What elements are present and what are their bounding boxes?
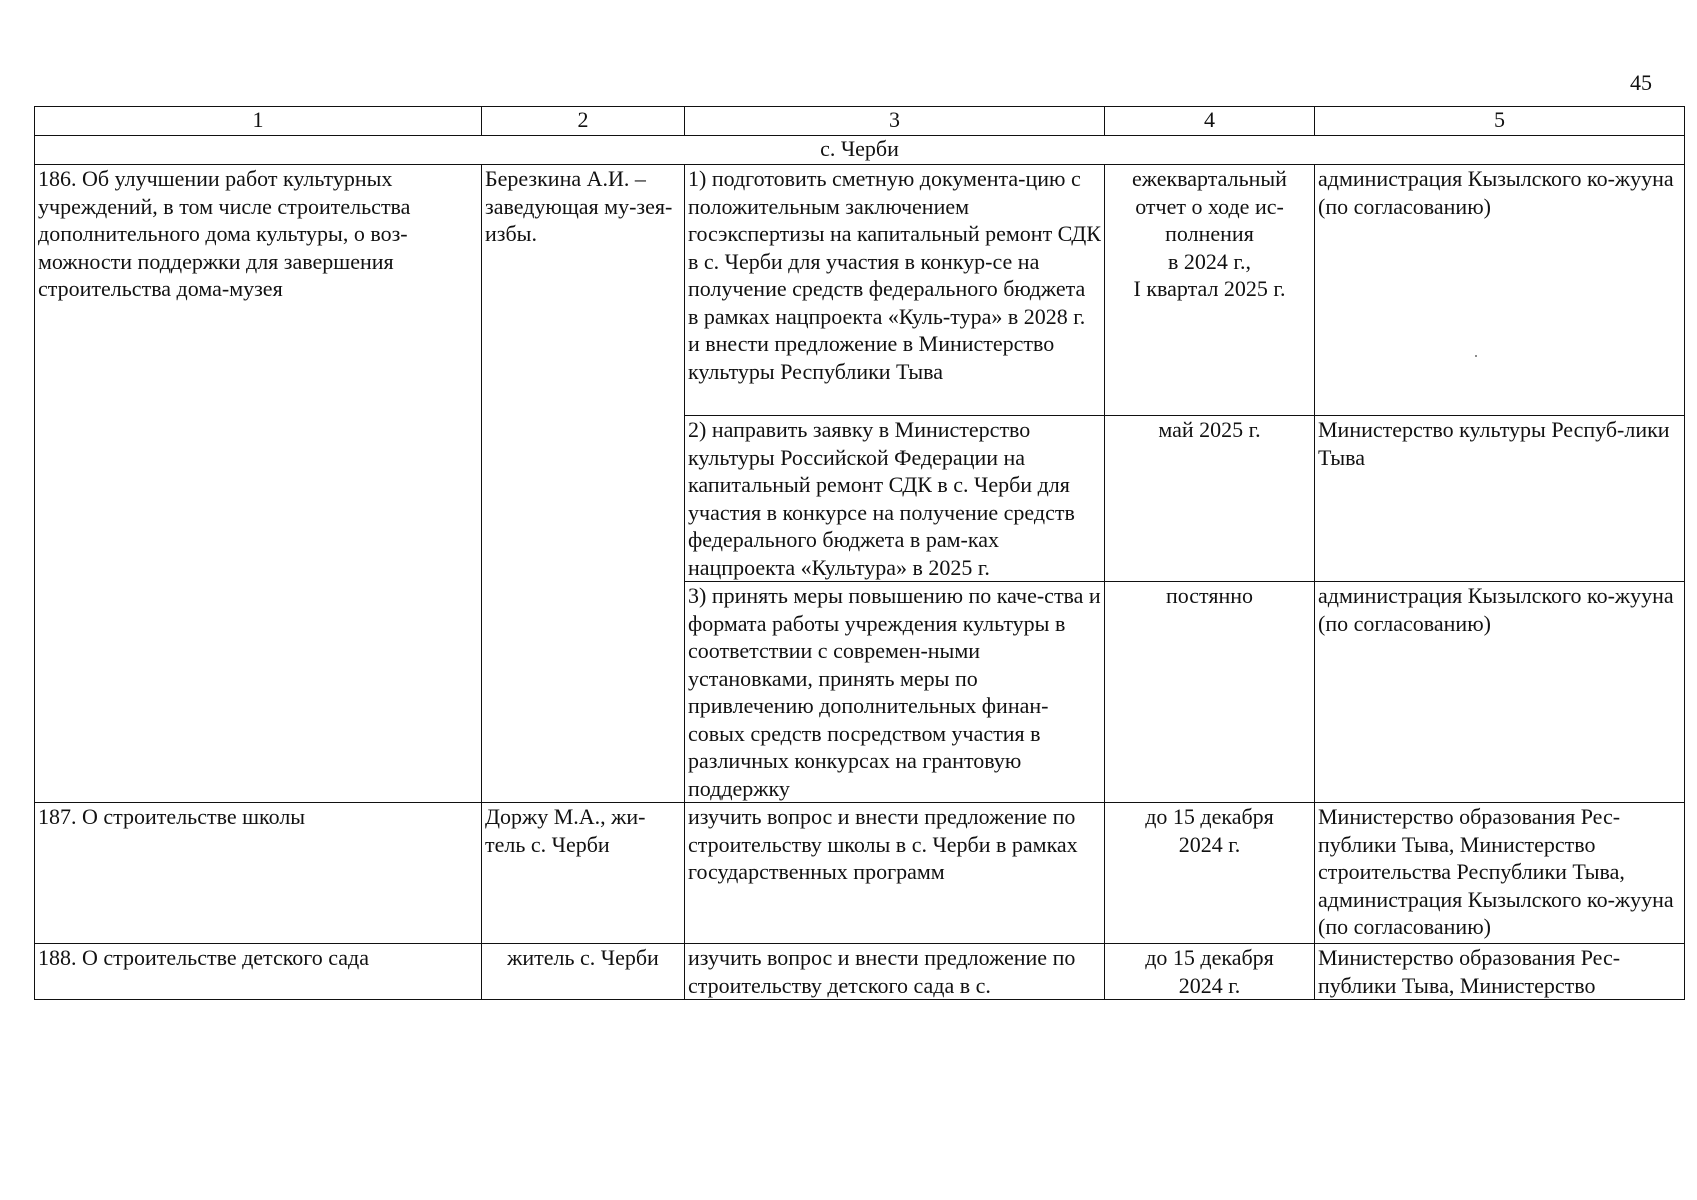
- topic-cell: 188. О строительстве детского сада: [35, 944, 482, 1000]
- responsible-cell: администрация Кызылского ко-жууна (по согласованию): [1315, 582, 1685, 803]
- column-number: 4: [1105, 107, 1315, 136]
- author-cell: Березкина А.И. – заведующая му-зея-избы.: [482, 165, 685, 803]
- responsible-cell: Министерство культуры Респуб-лики Тыва: [1315, 416, 1685, 582]
- action-cell: изучить вопрос и внести предложение по строительству детского сада в с.: [685, 944, 1105, 1000]
- column-number: 1: [35, 107, 482, 136]
- table-row: [35, 165, 1685, 416]
- deadline-cell: май 2025 г.: [1105, 416, 1315, 582]
- table-row: [35, 944, 1685, 1000]
- page-number: 45: [1630, 70, 1652, 95]
- action-cell: 2) направить заявку в Министерство культуры Российской Федерации на капитальный ремонт СДК в с. Черби для участия в конкурсе на получение средств федерального бюджета в рам-ках нацпроекта «Культура» в 2025 г.: [685, 416, 1105, 582]
- column-number: 2: [482, 107, 685, 136]
- section-title: с. Черби: [35, 136, 1685, 165]
- table-row: [35, 803, 1685, 944]
- action-cell: изучить вопрос и внести предложение по строительству школы в с. Черби в рамках государственных программ: [685, 803, 1105, 944]
- topic-cell: 187. О строительстве школы: [35, 803, 482, 944]
- deadline-cell: постянно: [1105, 582, 1315, 803]
- column-number: 5: [1315, 107, 1685, 136]
- decisions-table: [34, 106, 1685, 1000]
- author-cell: житель с. Черби: [482, 944, 685, 1000]
- action-cell: 1) подготовить сметную документа-цию с положительным заключением госэкспертизы на капитальный ремонт СДК в с. Черби для участия в конкур-се на получение средств федерального бюджета в рамках нацпроекта «Куль-тура» в 2028 г. и внести предложение в Министерство культуры Республики Тыва: [685, 165, 1105, 416]
- deadline-cell: ежеквартальный отчет о ходе ис-полнения в 2024 г., I квартал 2025 г.: [1105, 165, 1315, 416]
- author-cell: Доржу М.А., жи-тель с. Черби: [482, 803, 685, 944]
- responsible-cell: Министерство образования Рес-публики Тыва, Министерство: [1315, 944, 1685, 1000]
- action-cell: 3) принять меры повышению по каче-ства и формата работы учреждения культуры в соответствии с современ-ными установками, принять меры по привлечению дополнительных финан-совых средств посредством участия в различных конкурсах на грантовую поддержку: [685, 582, 1105, 803]
- column-number-row: [35, 107, 1685, 136]
- deadline-cell: до 15 декабря 2024 г.: [1105, 944, 1315, 1000]
- scan-speck: [1475, 355, 1477, 357]
- topic-cell: 186. Об улучшении работ культурных учреждений, в том числе строительства дополнительного дома культуры, о воз-можности поддержки для завершения строительства дома-музея: [35, 165, 482, 803]
- section-row: [35, 136, 1685, 165]
- responsible-cell: администрация Кызылского ко-жууна (по согласованию): [1315, 165, 1685, 416]
- column-number: 3: [685, 107, 1105, 136]
- responsible-cell: Министерство образования Рес-публики Тыва, Министерство строительства Республики Тыва, администрация Кызылского ко-жууна (по согласованию): [1315, 803, 1685, 944]
- deadline-cell: до 15 декабря 2024 г.: [1105, 803, 1315, 944]
